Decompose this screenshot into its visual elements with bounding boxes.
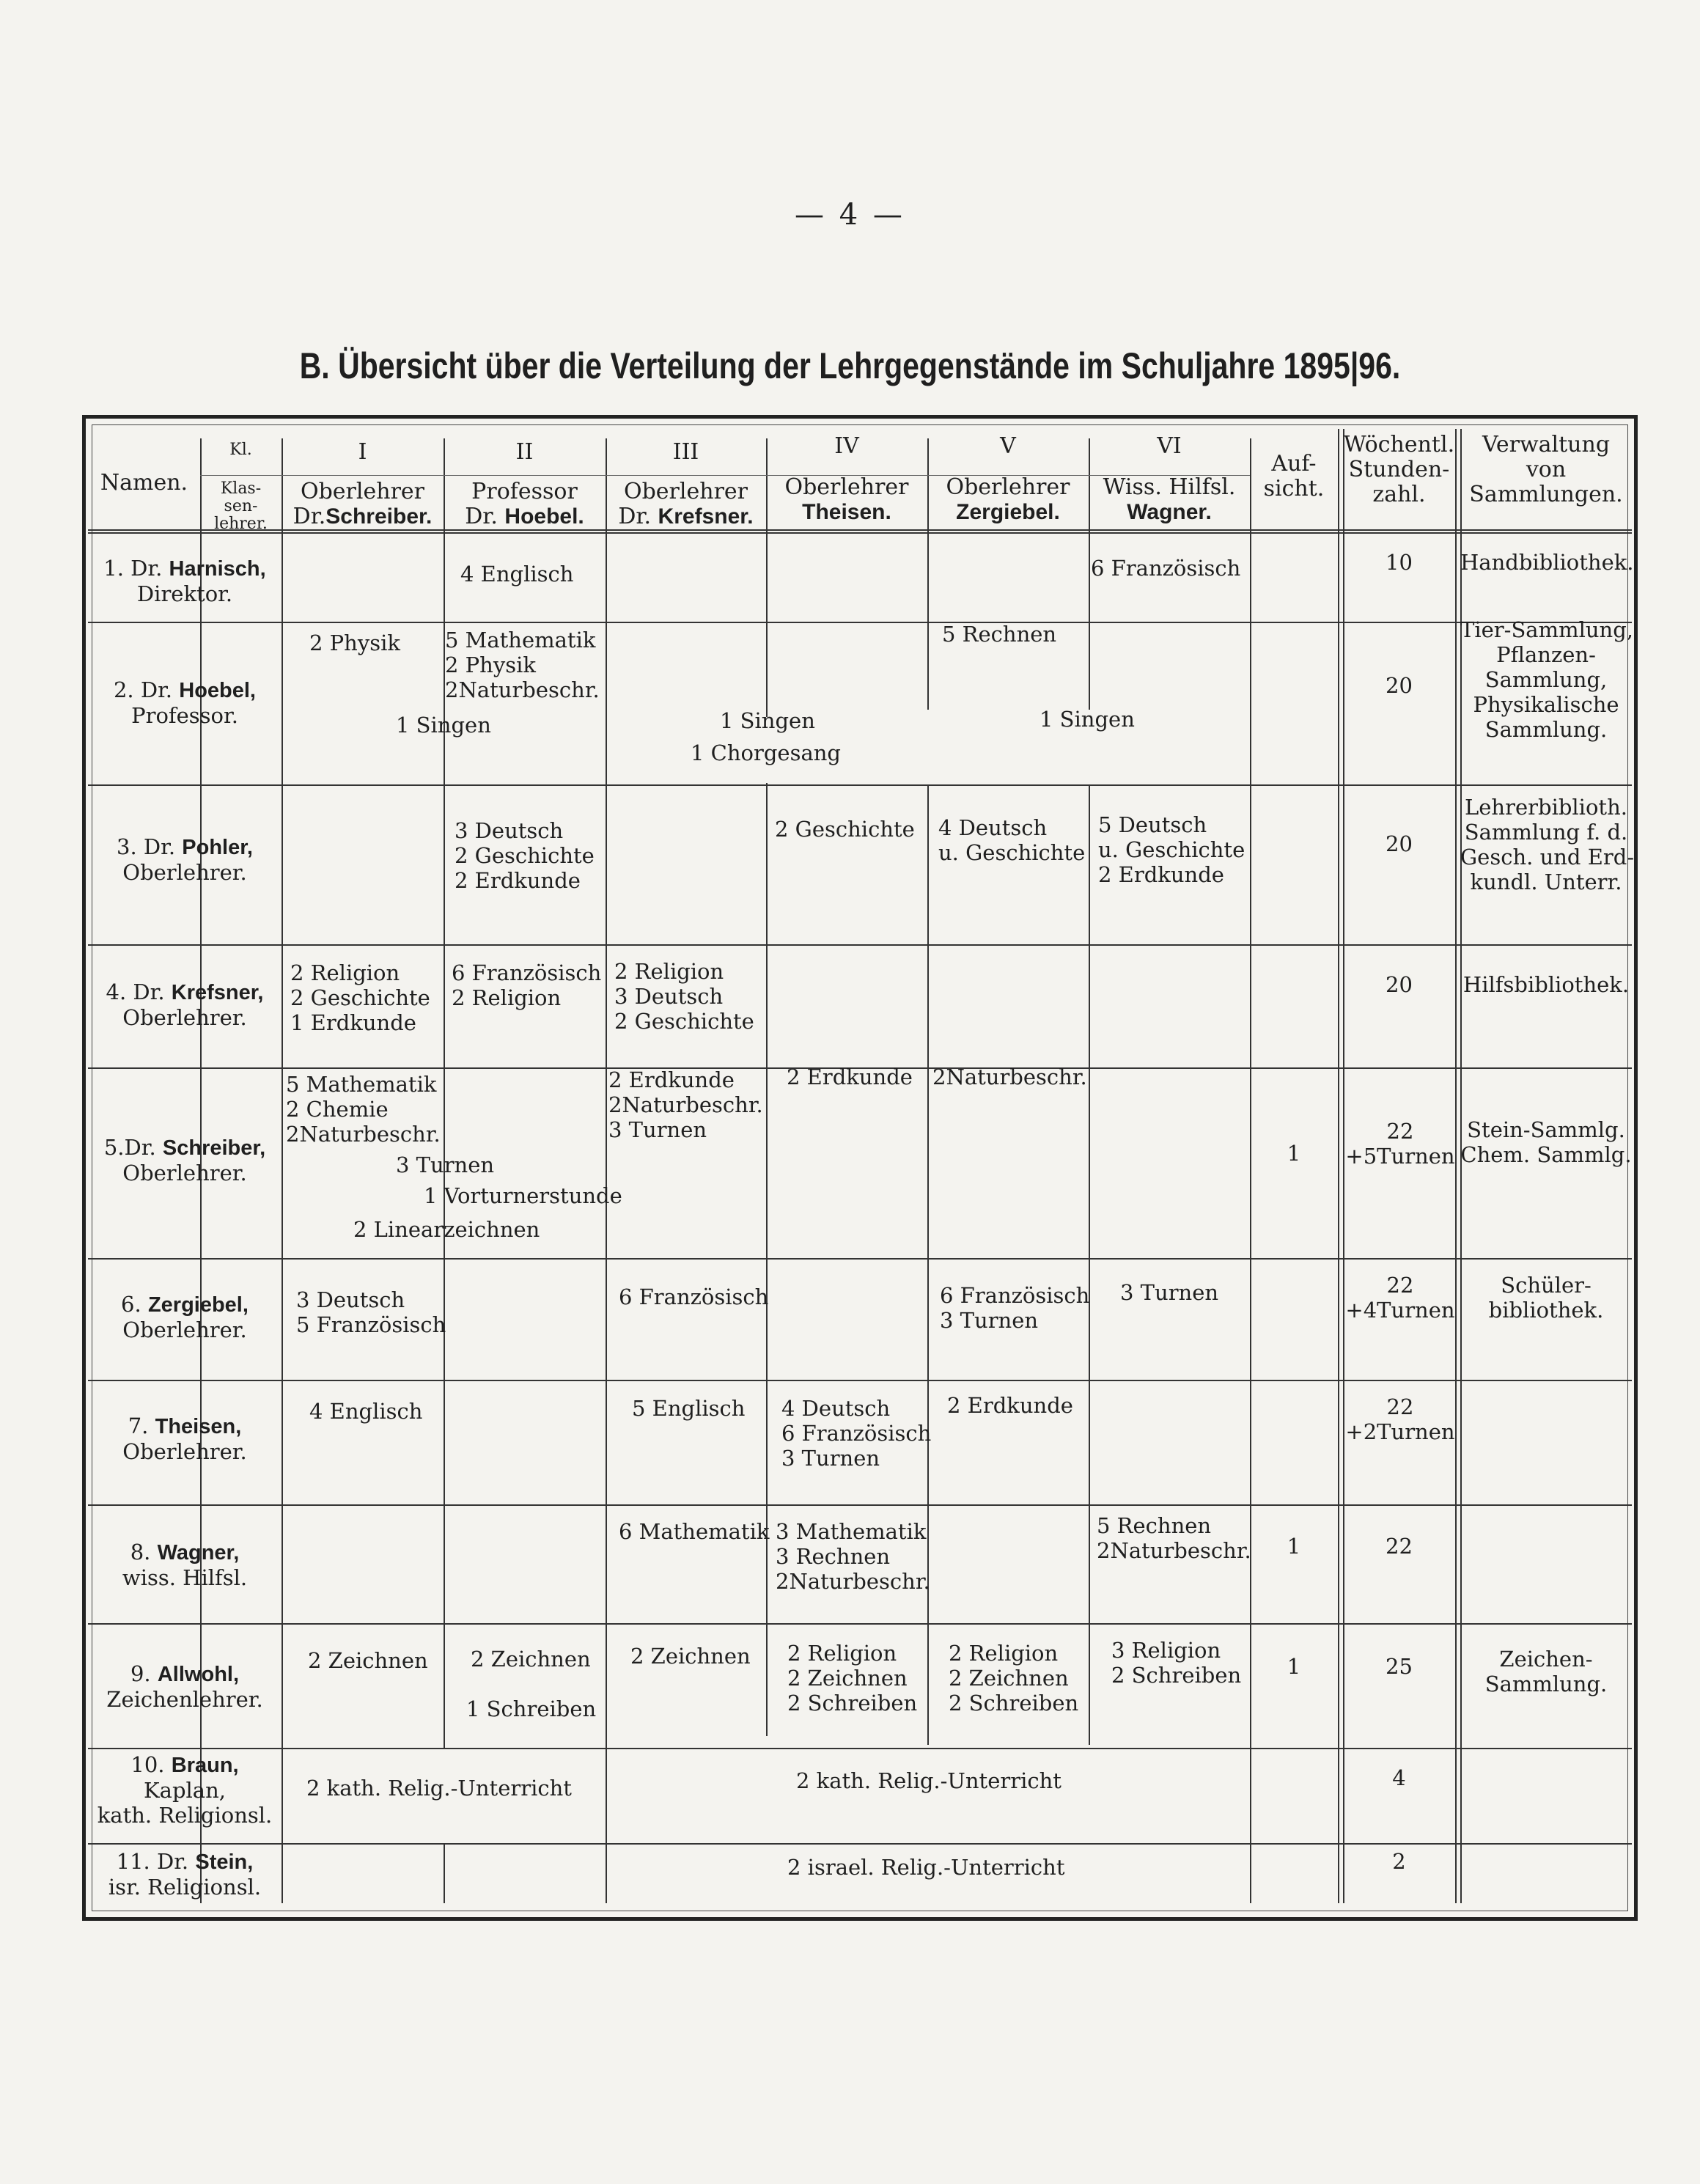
cell-3-V: 4 Deutsch u. Geschichte xyxy=(938,815,1086,865)
page-number: — 4 — xyxy=(795,198,905,232)
col-divider xyxy=(1250,438,1251,1903)
page-title: B. Übersicht über die Verteilung der Lehrgegenstände im Schuljahre 1895|96. xyxy=(299,345,1401,386)
cell-6-VI: 3 Turnen xyxy=(1120,1280,1219,1305)
span-5-vorturnerstunde: 1 Vorturnerstunde xyxy=(424,1183,622,1208)
class-I-teacher: Oberlehrer Dr.Schreiber. xyxy=(292,479,433,529)
row-divider xyxy=(88,1843,1632,1845)
span-2-singen-III-IV: 1 Singen xyxy=(720,708,815,733)
cell-5-III: 2 Erdkunde 2Naturbeschr. 3 Turnen xyxy=(608,1067,763,1142)
row-divider xyxy=(88,1504,1632,1506)
cell-2-II: 5 Mathematik 2 Physik 2Naturbeschr. xyxy=(445,628,600,702)
teacher-name-2: 2. Dr. Hoebel, Professor. xyxy=(113,677,256,728)
verwaltung-5: Stein-Sammlg. Chem. Sammlg. xyxy=(1460,1117,1632,1167)
aufsicht-8: 1 xyxy=(1287,1534,1301,1559)
cell-4-II: 6 Französisch 2 Religion xyxy=(452,960,602,1010)
stunden-6: 22 +4Turnen xyxy=(1345,1273,1455,1323)
teacher-name-5: 5.Dr. Schreiber, Oberlehrer. xyxy=(103,1135,266,1185)
class-II-num: II xyxy=(515,439,534,465)
class-VI-num: VI xyxy=(1157,433,1182,459)
class-V-num: V xyxy=(1000,433,1016,459)
cell-8-VI: 5 Rechnen 2Naturbeschr. xyxy=(1097,1513,1251,1563)
teacher-name-7: 7. Theisen, Oberlehrer. xyxy=(122,1413,247,1464)
col-divider xyxy=(1089,784,1090,1745)
header-namen: Namen. xyxy=(100,470,188,496)
class-III-num: III xyxy=(672,439,699,465)
header-verwaltung: Verwaltung von Sammlungen. xyxy=(1469,432,1623,507)
header-aufsicht: Auf- sicht. xyxy=(1263,451,1325,501)
cell-5-IV: 2 Erdkunde xyxy=(787,1065,913,1089)
cell-1-VI: 6 Französisch xyxy=(1091,556,1241,581)
verwaltung-4: Hilfsbibliothek. xyxy=(1462,972,1630,997)
verwaltung-1: Handbibliothek. xyxy=(1460,550,1634,575)
verwaltung-9: Zeichen- Sammlung. xyxy=(1484,1647,1608,1696)
cell-6-I: 3 Deutsch 5 Französisch xyxy=(296,1287,446,1337)
cell-7-V: 2 Erdkunde xyxy=(947,1393,1073,1418)
cell-9-VI: 3 Religion 2 Schreiben xyxy=(1111,1638,1242,1688)
cell-4-III: 2 Religion 3 Deutsch 2 Geschichte xyxy=(614,959,754,1034)
aufsicht-9: 1 xyxy=(1287,1654,1301,1679)
stunden-7: 22 +2Turnen xyxy=(1345,1394,1455,1444)
span-2-chorgesang: 1 Chorgesang xyxy=(691,740,841,765)
stunden-5: 22 +5Turnen xyxy=(1345,1119,1455,1169)
cell-9-IV: 2 Religion 2 Zeichnen 2 Schreiben xyxy=(787,1641,918,1716)
span-5-turnen: 3 Turnen xyxy=(396,1152,495,1177)
cell-1-II: 4 Englisch xyxy=(460,562,574,587)
teacher-name-11: 11. Dr. Stein, isr. Religionsl. xyxy=(108,1849,262,1900)
class-IV-teacher: Oberlehrer Theisen. xyxy=(784,474,909,524)
class-II-teacher: Professor Dr. Hoebel. xyxy=(465,479,584,529)
aufsicht-5: 1 xyxy=(1287,1141,1301,1166)
cell-2-V: 5 Rechnen xyxy=(942,622,1057,647)
span-11-israel: 2 israel. Relig.-Unterricht xyxy=(787,1855,1065,1880)
cell-3-IV: 2 Geschichte xyxy=(775,817,915,842)
stunden-11: 2 xyxy=(1392,1849,1406,1874)
teacher-name-1: 1. Dr. Harnisch, Direktor. xyxy=(103,556,266,606)
cell-9-III: 2 Zeichnen xyxy=(630,1644,751,1669)
stunden-9: 25 xyxy=(1386,1654,1413,1679)
teacher-name-4: 4. Dr. Krefsner, Oberlehrer. xyxy=(106,979,264,1030)
col-divider xyxy=(606,438,607,1903)
span-10-kath-I-II: 2 kath. Relig.-Unterricht xyxy=(306,1776,572,1801)
header-stundenzahl: Wöchentl. Stunden- zahl. xyxy=(1343,432,1455,507)
stunden-1: 10 xyxy=(1386,550,1413,575)
col-divider xyxy=(282,438,283,1903)
row-divider xyxy=(88,1748,1632,1749)
span-9-schreiben: 1 Schreiben xyxy=(466,1696,597,1721)
cell-9-V: 2 Religion 2 Zeichnen 2 Schreiben xyxy=(949,1641,1079,1716)
row-divider xyxy=(88,622,1632,623)
cell-2-I: 2 Physik xyxy=(309,630,400,655)
stunden-8: 22 xyxy=(1386,1534,1413,1559)
class-III-teacher: Oberlehrer Dr. Krefsner. xyxy=(618,479,754,529)
row-divider xyxy=(88,944,1632,946)
teacher-name-6: 6. Zergiebel, Oberlehrer. xyxy=(121,1292,249,1342)
cell-5-I: 5 Mathematik 2 Chemie 2Naturbeschr. xyxy=(286,1072,441,1147)
teacher-name-3: 3. Dr. Pohler, Oberlehrer. xyxy=(117,834,253,885)
cell-7-I: 4 Englisch xyxy=(309,1399,423,1424)
stunden-4: 20 xyxy=(1386,972,1413,997)
span-2-singen-V-VI: 1 Singen xyxy=(1039,707,1135,732)
cell-5-V: 2Naturbeschr. xyxy=(932,1065,1087,1089)
class-I-num: I xyxy=(358,439,367,465)
stunden-10: 4 xyxy=(1392,1765,1406,1790)
header-bottom-rule xyxy=(88,529,1632,534)
row-divider xyxy=(88,784,1632,786)
teacher-name-8: 8. Wagner, wiss. Hilfsl. xyxy=(122,1540,248,1590)
cell-8-III: 6 Mathematik xyxy=(619,1519,770,1544)
row-divider xyxy=(88,1380,1632,1381)
cell-4-I: 2 Religion 2 Geschichte 1 Erdkunde xyxy=(290,960,430,1035)
row-divider xyxy=(88,1623,1632,1625)
col-divider xyxy=(927,784,929,1745)
row-divider xyxy=(88,1258,1632,1260)
stunden-2: 20 xyxy=(1386,673,1413,698)
verwaltung-6: Schüler- bibliothek. xyxy=(1488,1273,1604,1323)
cell-8-IV: 3 Mathematik 3 Rechnen 2Naturbeschr. xyxy=(776,1519,930,1594)
header-kl: Kl. xyxy=(229,441,252,459)
verwaltung-3: Lehrerbiblioth. Sammlung f. d. Gesch. und Erd- kundl. Unterr. xyxy=(1460,795,1635,894)
verwaltung-2: Tier-Sammlung, Pflanzen- Sammlung, Physikalische Sammlung. xyxy=(1460,617,1634,742)
col-divider xyxy=(766,783,768,1736)
cell-9-I: 2 Zeichnen xyxy=(308,1648,428,1673)
col-divider xyxy=(444,1843,445,1903)
cell-6-V: 6 Französisch 3 Turnen xyxy=(940,1283,1090,1333)
class-V-teacher: Oberlehrer Zergiebel. xyxy=(946,474,1070,524)
cell-3-II: 3 Deutsch 2 Geschichte 2 Erdkunde xyxy=(455,818,595,893)
cell-7-III: 5 Englisch xyxy=(632,1396,746,1421)
header-klassenlehrer: Klas- sen- lehrer. xyxy=(214,479,268,533)
stunden-3: 20 xyxy=(1386,831,1413,856)
span-2-singen-I-II: 1 Singen xyxy=(396,713,491,738)
cell-6-III: 6 Französisch xyxy=(619,1284,769,1309)
teacher-name-9: 9. Allwohl, Zeichenlehrer. xyxy=(106,1661,263,1712)
span-5-linearzeichnen: 2 Linearzeichnen xyxy=(353,1217,540,1242)
cell-9-II: 2 Zeichnen xyxy=(471,1647,591,1672)
teacher-name-10: 10. Braun, Kaplan, kath. Religionsl. xyxy=(97,1752,273,1828)
class-VI-teacher: Wiss. Hilfsl. Wagner. xyxy=(1103,474,1236,524)
cell-7-IV: 4 Deutsch 6 Französisch 3 Turnen xyxy=(781,1396,932,1471)
class-IV-num: IV xyxy=(834,433,859,459)
cell-3-VI: 5 Deutsch u. Geschichte 2 Erdkunde xyxy=(1098,812,1245,887)
span-10-kath-III-VI: 2 kath. Relig.-Unterricht xyxy=(796,1768,1061,1793)
